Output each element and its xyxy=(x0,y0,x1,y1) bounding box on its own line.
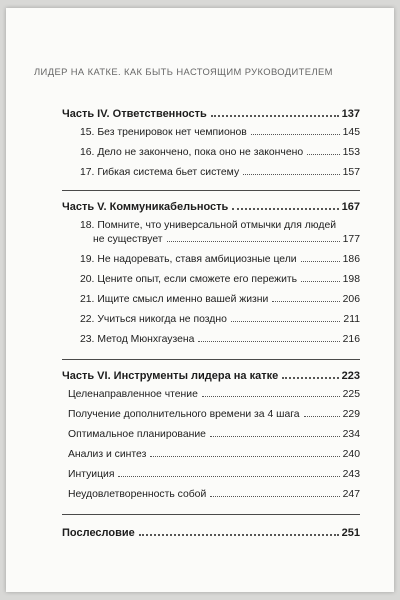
running-head: ЛИДЕР НА КАТКЕ. КАК БЫТЬ НАСТОЯЩИМ РУКОВОДИТЕЛЕМ xyxy=(34,66,333,77)
toc-page-number: 247 xyxy=(342,489,360,500)
leader-dots xyxy=(272,301,339,302)
leader-dots xyxy=(301,281,340,282)
toc-entry-label: 16. Дело не закончено, пока оно не закончено xyxy=(80,147,304,158)
toc-entry[interactable] xyxy=(62,126,360,140)
toc-page-number: 177 xyxy=(342,234,360,245)
toc-page-number: 225 xyxy=(342,389,360,400)
toc-page-number: 186 xyxy=(342,254,360,265)
toc-page-number: 223 xyxy=(341,370,360,382)
toc-page-number: 240 xyxy=(342,449,360,460)
leader-dots xyxy=(243,174,340,175)
toc-entry-label: 15. Без тренировок нет чемпионов xyxy=(80,127,247,138)
toc-page-number: 206 xyxy=(342,294,360,305)
toc-part-title: Часть VI. Инструменты лидера на катке xyxy=(62,370,279,382)
toc-entry-label: 18. Помните, что универсальной отмычки для людей xyxy=(80,220,337,231)
toc-entry-label: Интуиция xyxy=(68,469,115,480)
book-page xyxy=(6,8,394,592)
toc-entry[interactable] xyxy=(62,146,360,160)
toc-entry-label: Целенаправленное чтение xyxy=(68,389,198,400)
toc-entry[interactable] xyxy=(62,468,360,482)
toc-entry[interactable] xyxy=(62,408,360,422)
toc-entry-label: 19. Не надоревать, ставя амбициозные цели xyxy=(80,254,297,265)
leader-dots xyxy=(198,341,339,342)
toc-entry-label: 22. Учиться никогда не поздно xyxy=(80,314,227,325)
toc-page-number: 157 xyxy=(342,167,360,178)
toc-page-number: 211 xyxy=(343,314,360,325)
toc-entry-label: Получение дополнительного времени за 4 шага xyxy=(68,409,300,420)
toc-page-number: 216 xyxy=(342,334,360,345)
toc-section-part-6 xyxy=(62,368,360,515)
leader-dots xyxy=(211,115,339,117)
toc-page-number: 243 xyxy=(342,469,360,480)
toc-part-heading[interactable] xyxy=(62,368,360,384)
leader-dots xyxy=(282,377,338,379)
toc-entry-label: 17. Гибкая система бьет систему xyxy=(80,167,240,178)
leader-dots xyxy=(307,154,340,155)
toc-page-number: 137 xyxy=(341,108,360,120)
toc-entry[interactable] xyxy=(62,166,360,180)
toc-part-heading[interactable] xyxy=(62,106,360,122)
toc-entry[interactable] xyxy=(62,388,360,402)
toc-entry-label: 21. Ищите смысл именно вашей жизни xyxy=(80,294,269,305)
toc-entry[interactable] xyxy=(62,219,360,247)
toc-entry-label: Анализ и синтез xyxy=(68,449,147,460)
leader-dots xyxy=(231,321,341,322)
toc-entry-label: Неудовлетворенность собой xyxy=(68,489,207,500)
toc-page-number: 251 xyxy=(341,527,360,539)
leader-dots xyxy=(210,496,339,497)
toc-page-number: 229 xyxy=(342,409,360,420)
toc-part-heading[interactable] xyxy=(62,199,360,215)
leader-dots xyxy=(304,416,340,417)
toc-entry[interactable] xyxy=(62,293,360,307)
toc-entry[interactable] xyxy=(62,313,360,327)
leader-dots xyxy=(202,396,340,397)
leader-dots xyxy=(210,436,340,437)
leader-dots xyxy=(139,534,339,536)
toc-part-title: Часть IV. Ответственность xyxy=(62,108,207,120)
leader-dots xyxy=(118,476,339,477)
toc-section-afterword xyxy=(62,525,360,541)
toc-entry[interactable] xyxy=(62,448,360,462)
toc-entry-label: Оптимальное планирование xyxy=(68,429,206,440)
leader-dots xyxy=(167,241,340,242)
toc-entry[interactable] xyxy=(62,428,360,442)
toc-entry[interactable] xyxy=(62,488,360,502)
toc-part-heading[interactable] xyxy=(62,525,360,541)
toc-entry[interactable] xyxy=(62,273,360,287)
toc-page-number: 145 xyxy=(342,127,360,138)
toc-entry[interactable] xyxy=(62,253,360,267)
toc-entry-label: 23. Метод Мюнхгаузена xyxy=(80,334,195,345)
toc-page-number: 167 xyxy=(341,201,360,213)
toc-section-part-4 xyxy=(62,106,360,191)
toc-entry-label: 20. Цените опыт, если сможете его пережить xyxy=(80,274,298,285)
toc-entry[interactable] xyxy=(62,333,360,347)
toc-page-number: 198 xyxy=(342,274,360,285)
leader-dots xyxy=(301,261,340,262)
toc-page-number: 234 xyxy=(342,429,360,440)
toc-entry-label-continued: не существует xyxy=(93,234,163,245)
toc-part-title: Послесловие xyxy=(62,527,135,539)
toc-page-number: 153 xyxy=(342,147,360,158)
toc-part-title: Часть V. Коммуникабельность xyxy=(62,201,229,213)
leader-dots xyxy=(150,456,339,457)
table-of-contents xyxy=(62,98,360,545)
toc-section-part-5 xyxy=(62,199,360,360)
leader-dots xyxy=(232,208,338,210)
leader-dots xyxy=(251,134,340,135)
